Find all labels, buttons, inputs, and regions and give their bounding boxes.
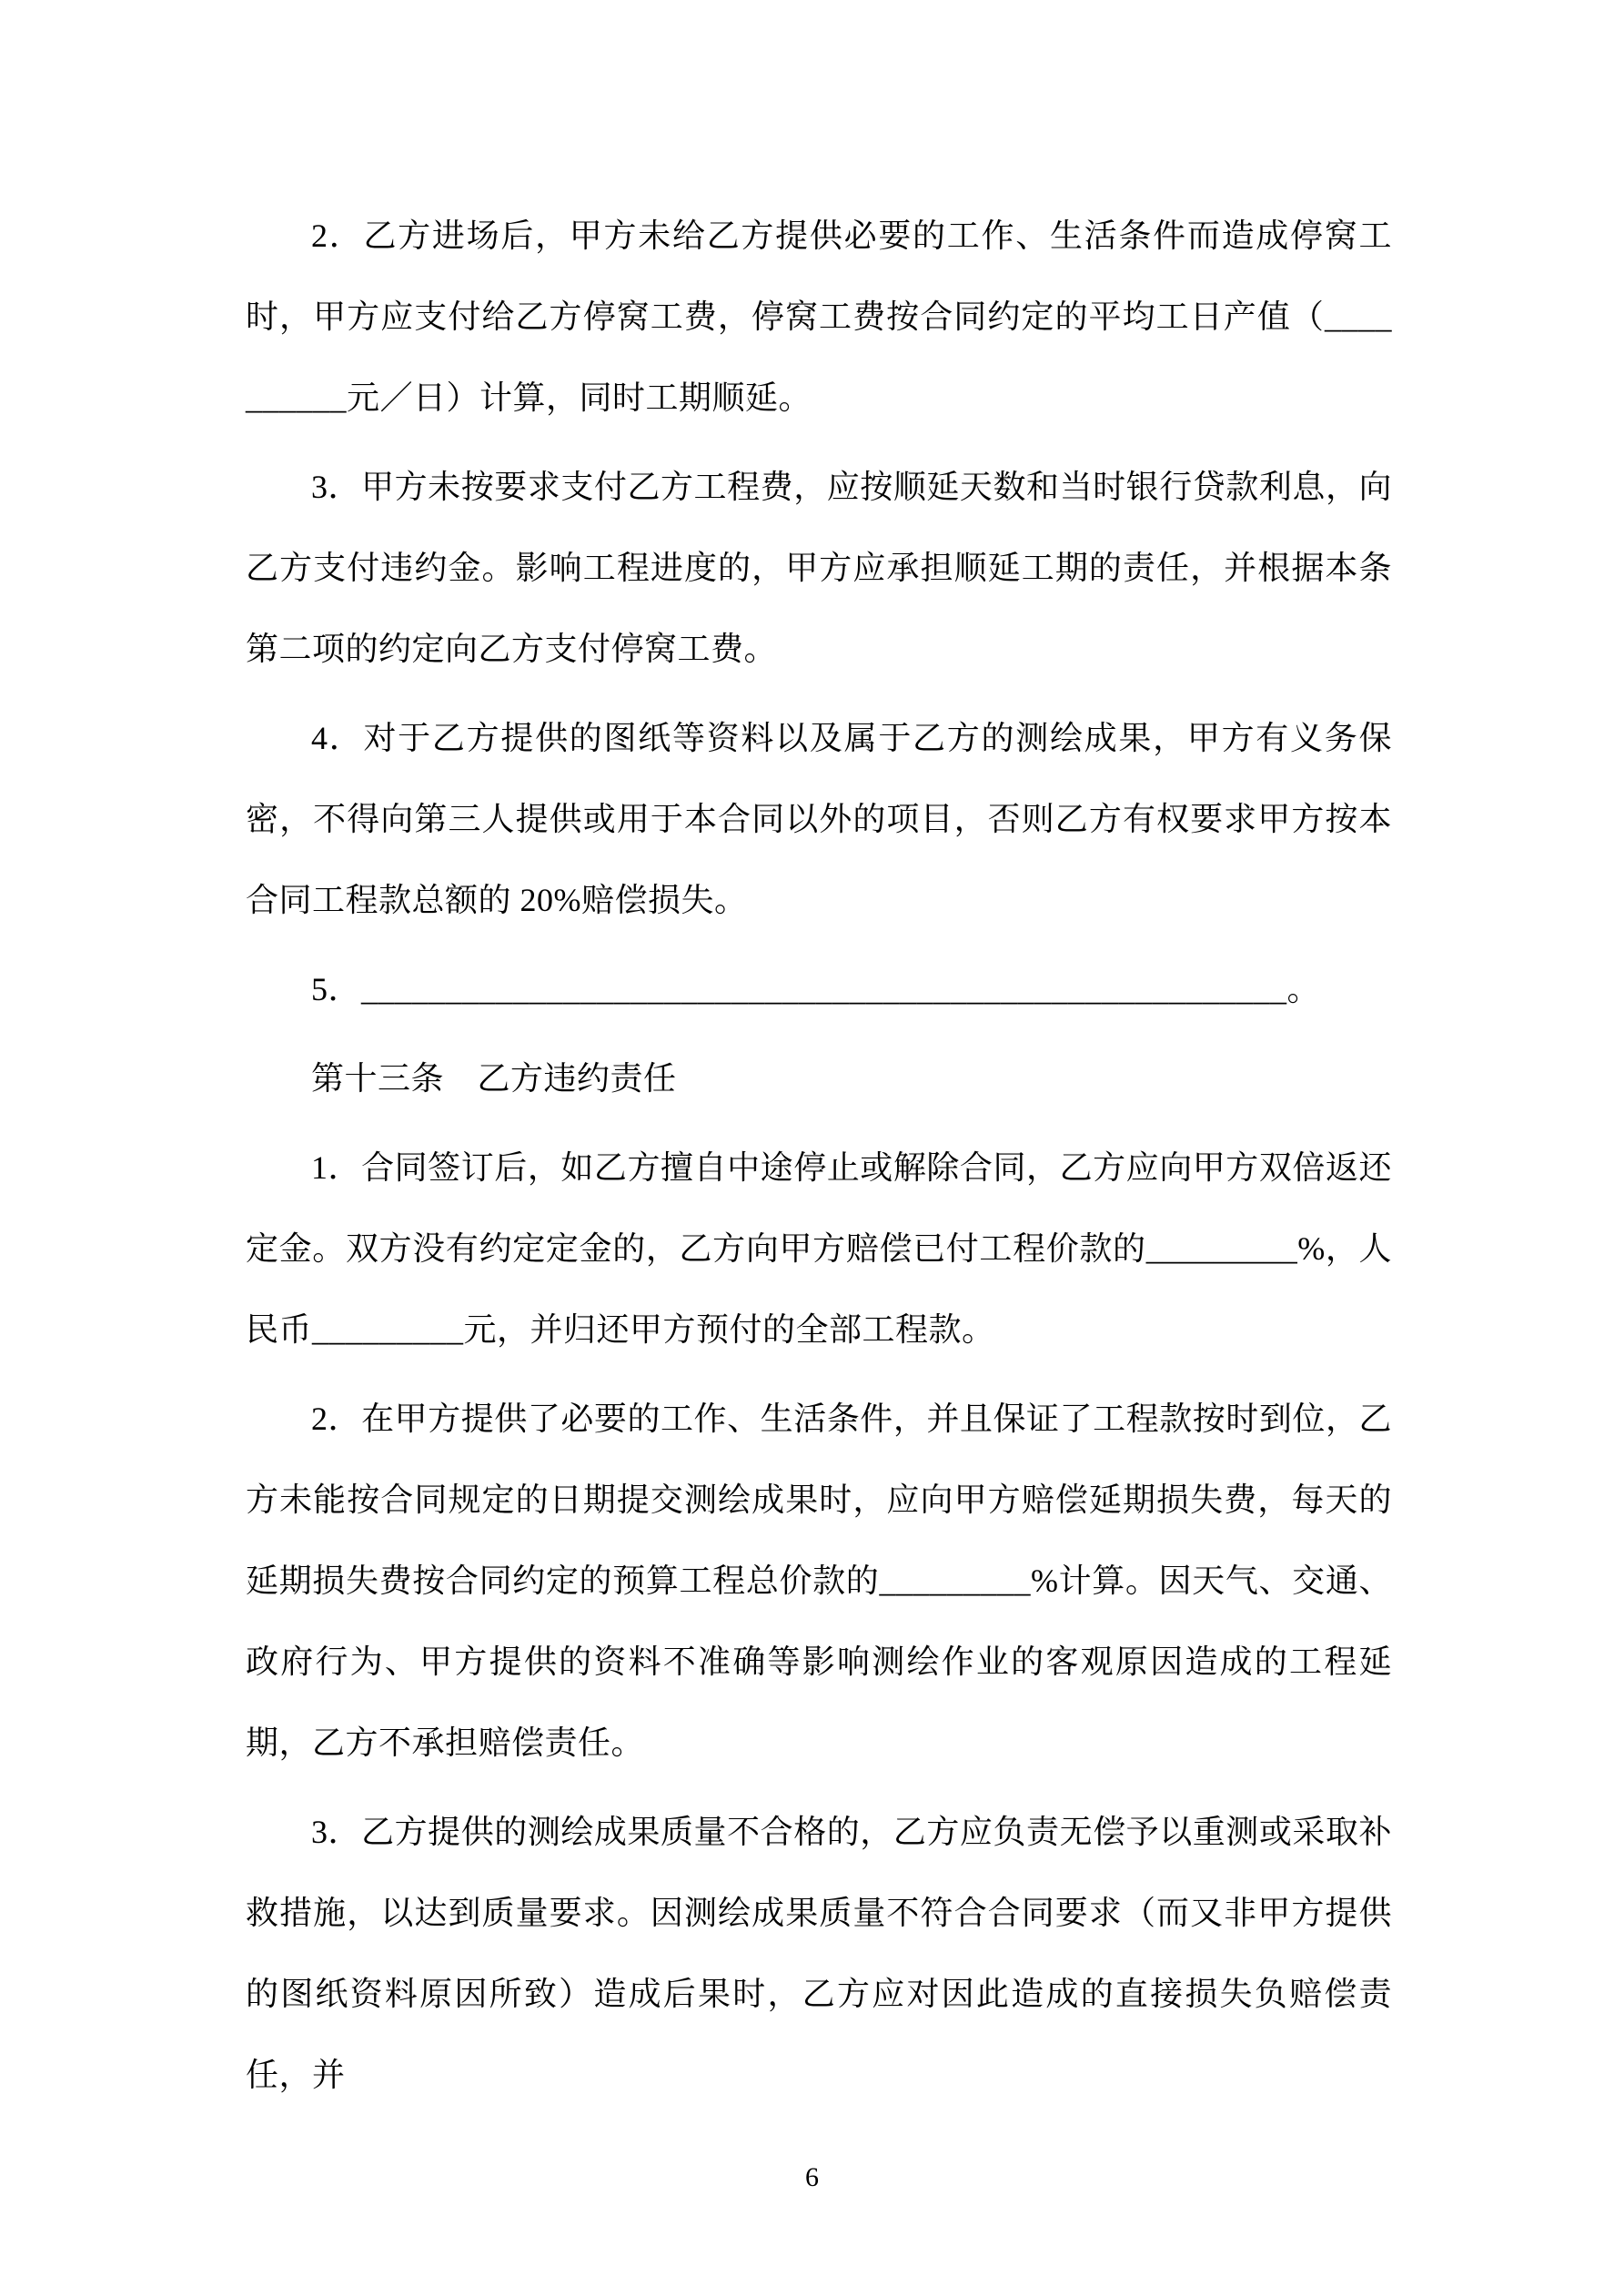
clause-party-a-breach-item-3: 3．甲方未按要求支付乙方工程费，应按顺延天数和当时银行贷款利息，向乙方支付违约金。影响工程进度的，甲方应承担顺延工期的责任，并根据本条第二项的约定向乙方支付停窝工费。 — [246, 469, 1392, 667]
article-13-item-3: 3．乙方提供的测绘成果质量不合格的，乙方应负责无偿予以重测或采取补救措施，以达到质量要求。因测绘成果质量不符合合同要求（而又非甲方提供的图纸资料原因所致）造成后果时，乙方应对因此造成的直接损失负赔偿责任，并 — [246, 1814, 1392, 2093]
clause-party-a-breach-item-5-blank-line: 5．_______________________________________________________。 — [311, 971, 1320, 1007]
article-13-heading: 第十三条 乙方违约责任 — [311, 1060, 677, 1097]
article-13-item-1: 1．合同签订后，如乙方擅自中途停止或解除合同，乙方应向甲方双倍返还定金。双方没有约定定金的，乙方向甲方赔偿已付工程价款的_________%，人民币_________元，并归还甲方预付的全部工程款。 — [246, 1149, 1392, 1348]
article-13-item-2: 2．在甲方提供了必要的工作、生活条件，并且保证了工程款按时到位，乙方未能按合同规定的日期提交测绘成果时，应向甲方赔偿延期损失费，每天的延期损失费按合同约定的预算工程总价款的_________%计算。因天气、交通、政府行为、甲方提供的资料不准确等影响测绘作业的客观原因造成的工程延期，乙方不承担赔偿责任。 — [246, 1401, 1392, 1761]
document-body — [246, 196, 1392, 2124]
clause-party-a-breach-item-2: 2．乙方进场后，甲方未给乙方提供必要的工作、生活条件而造成停窝工时，甲方应支付给乙方停窝工费，停窝工费按合同约定的平均工日产值（__________元／日）计算，同时工期顺延。 — [246, 217, 1392, 416]
page-number: 6 — [805, 2162, 819, 2192]
clause-party-a-breach-item-4: 4．对于乙方提供的图纸等资料以及属于乙方的测绘成果，甲方有义务保密，不得向第三人提供或用于本合同以外的项目，否则乙方有权要求甲方按本合同工程款总额的 20%赔偿损失。 — [246, 720, 1392, 918]
